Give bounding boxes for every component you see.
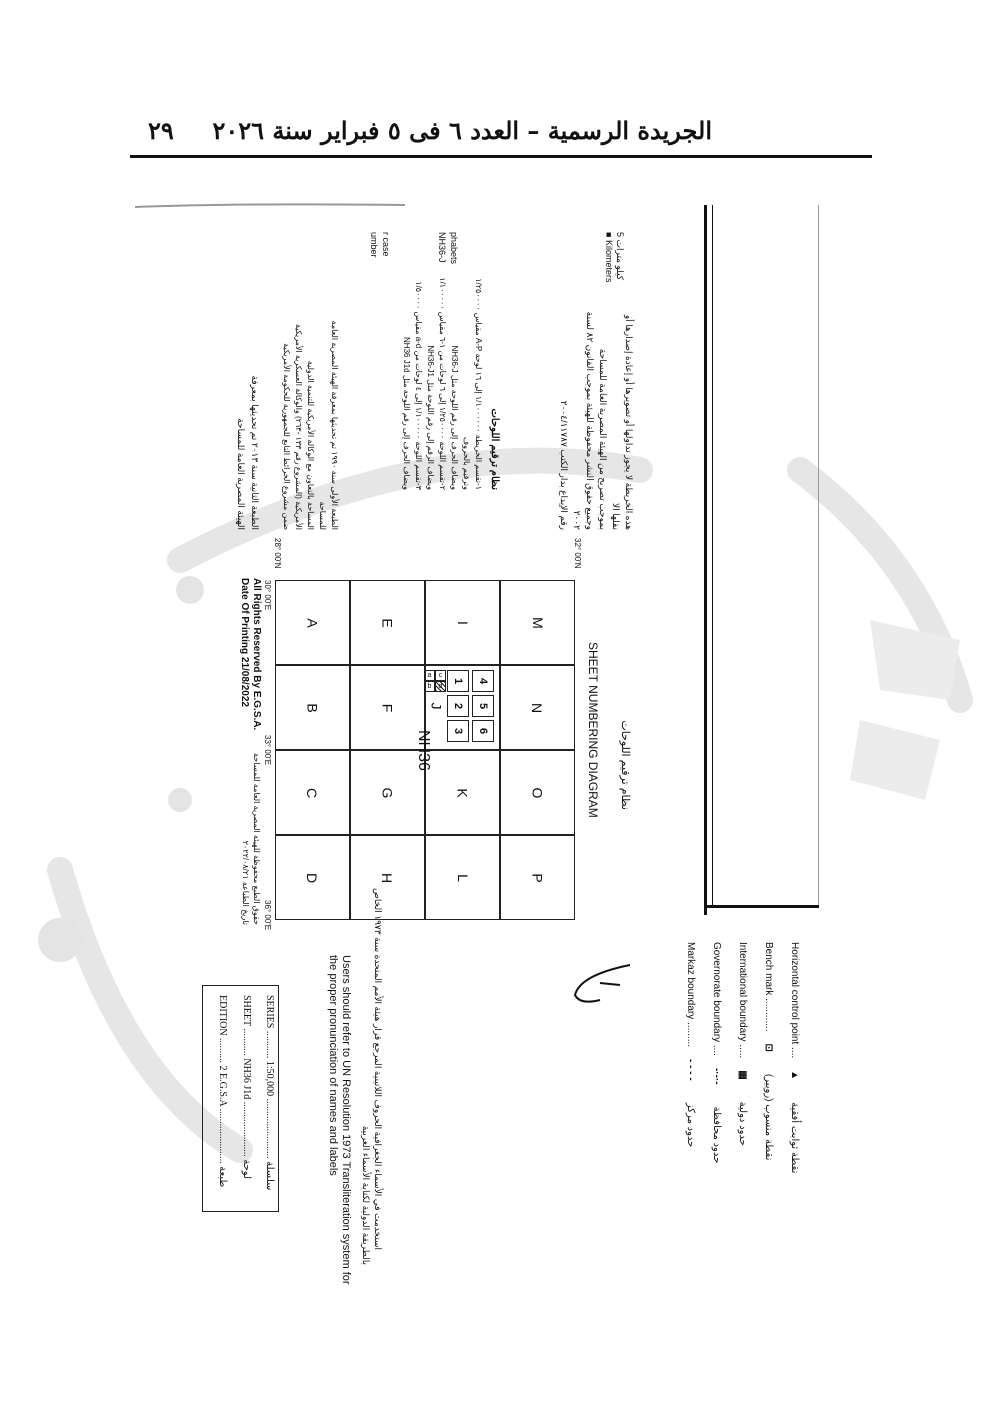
grid-cell-c <box>275 750 350 835</box>
edition-line-6: الهيئة المصرية العامة للمساحة <box>236 418 246 530</box>
map-frame-bottom <box>704 905 819 908</box>
handwritten-text <box>599 955 600 956</box>
edition-line-1: الطبعة الأولى سنة ١٩٩٠ تم تحديثها بمعرفة الهيئة المصرية العامة للمساحة <box>318 320 339 530</box>
translit-ar-line-1: استخدمت في الأسماء الجغرافية الحروف اللاتينية المرجع قرار هيئة الأمم المتحدة سنة ١٩٧٣ الخاص <box>373 888 383 1250</box>
sub-number-1: 1 <box>447 670 469 692</box>
grid-letter: H <box>379 872 396 883</box>
scale-bar <box>604 232 625 292</box>
grid-letter: C <box>304 787 321 798</box>
legend-item-4 <box>685 942 696 1147</box>
grid-letter: E <box>379 617 396 628</box>
grid-letter: M <box>529 616 546 629</box>
scale-square-icon: ■ <box>604 232 614 238</box>
grid-letter: G <box>379 787 396 798</box>
edition-line-5: الطبعة الثانية سنة ٢٠١٣ تم تحديثها بمعرفة <box>250 375 260 530</box>
grid-cell-a <box>275 580 350 665</box>
numbering-line-4: ويضاف الرقم إلى رقم اللوحة مثل NH36-J1 <box>426 345 435 490</box>
numbering-line-5: ٣-تقسم اللوحة ١/١٠٠٠٠٠ إلى ٤ لوحات من a-d مقياس ١/٥٠٠٠٠ <box>414 281 423 490</box>
legend-label-en: Bench mark ............ <box>763 942 774 1032</box>
translit-en-line-1: Users should refer to UN Resolution 1973 Transliteration system for <box>340 955 352 1285</box>
grid-letter-j: J <box>428 702 445 710</box>
info-edition-en: EDITION .......... 2 E.G.S.A ...................... <box>217 995 228 1164</box>
grid-letter: B <box>304 702 321 713</box>
sub-number-4: 4 <box>472 670 494 692</box>
sub-letter-b: b <box>424 681 435 692</box>
info-sheet-en: SHEET ........... NH36 J1d ...................... <box>241 995 252 1157</box>
page-title: الجريدة الرسمية – العدد ٦ فى ٥ فبراير سنة ٢٠٢٦ <box>212 116 712 145</box>
grid-letter: K <box>454 787 471 798</box>
lat-top-label <box>573 538 582 569</box>
translit-en-line-2: the proper pronunciation of names and labels <box>327 955 339 1176</box>
legend-item-1 <box>763 942 774 1160</box>
legend-symbol-icon: - - - - <box>685 1059 696 1081</box>
sub-letter-c: c <box>435 670 446 681</box>
rights-block <box>238 578 262 731</box>
info-edition <box>217 995 228 1187</box>
lon-right-text: 36° 00'E <box>263 900 272 931</box>
fragment-number: umber <box>369 232 379 258</box>
diagram-title-en <box>586 642 600 862</box>
legend-label-ar: حدود دولية <box>737 1101 748 1146</box>
grid-cell-e <box>350 580 425 665</box>
legend-symbol-icon: ⊡ <box>763 1043 774 1052</box>
scan-edge <box>135 195 415 215</box>
numbering-title: نظام ترقيم اللوحات <box>489 408 500 490</box>
translit-ar-line-2: بالطريقة الدولية لكتابة الأسماء العربية <box>361 1125 371 1265</box>
copyright-line-1: هذه الخريطة لا يجوز تداولها أو تصويرها أو إعادة إصدارها أو نقلها الا <box>611 314 634 530</box>
legend-label-en: International boundary ..... <box>737 942 748 1059</box>
lat-bottom-label <box>273 538 282 569</box>
page-header <box>130 110 872 154</box>
grid-cell-l <box>425 835 500 920</box>
grid-cell-b <box>275 665 350 750</box>
sub-grid <box>422 665 497 745</box>
copyright-block <box>557 300 635 530</box>
legend-label-ar: نقطة منسوب (روبير) <box>763 1073 774 1161</box>
diagram-title-ar <box>619 690 632 810</box>
lat-bottom-text: 28° 00'N <box>273 538 282 569</box>
grid-letter: N <box>529 702 546 713</box>
numbering-line-3: ٢-تقسم اللوحة ١/٢٥٠٠٠٠ إلى ٦ لوحات من ١-٦ مقياس ١/١٠٠٠٠٠ <box>438 277 447 490</box>
sheet-numbering-text <box>400 260 500 490</box>
sub-number-3: 3 <box>447 720 469 742</box>
grid-letter: I <box>454 620 471 625</box>
grid-cell-k <box>425 750 500 835</box>
lon-mid-label <box>263 735 272 765</box>
copyright-line-3: وجميع حقوق النشر محفوظة للهيئة بموجب القانون ٨٢ لسنة ٢٠٠٢ <box>572 311 595 530</box>
handwritten-number <box>599 955 600 956</box>
lon-left-text: 30° 00'E <box>263 580 272 611</box>
header-rule <box>130 155 872 158</box>
fragment-alphabets: phabets <box>449 232 459 265</box>
numbering-line-2: ويضاف الحرف إلى رقم اللوحة مثل NH36-J <box>450 345 459 490</box>
legend-item-3 <box>711 942 722 1163</box>
legend-item-0 <box>789 942 800 1173</box>
info-edition-ar: طبعة <box>217 1166 228 1188</box>
left-fragments-2 <box>368 232 392 302</box>
transliteration-en <box>326 955 352 1285</box>
rights-ar-line-1: حقوق الطبع محفوظة للهيئة المصرية العامة للمساحة <box>252 753 261 925</box>
sub-letter-a: a <box>424 670 435 681</box>
scale-label-ar: كيلو مترات <box>615 239 625 281</box>
legend-label-ar: حدود مركز <box>685 1102 696 1148</box>
grid-letter: P <box>529 872 546 883</box>
grid-cell-o <box>500 750 575 835</box>
handwritten-mark <box>560 955 640 1015</box>
grid-letter: O <box>529 787 546 798</box>
map-frame-top <box>704 205 707 915</box>
edition-line-4: ضمن مشروع الخرائط التابع للجمهورية للحكومة الأمريكية <box>282 343 291 530</box>
info-series <box>264 995 275 1190</box>
copyright-line-4: رقم الإيداع بدار الكتب ٢٠٠٤/١١٧٨٧ <box>559 400 569 530</box>
edition-line-3: الأمريكية (المشروع رقم ١٣٣ -٢٦٣) والوكالة العسكرية الأمريكية <box>294 323 303 530</box>
scale-label-en: Kilometers <box>604 239 614 283</box>
edition-text <box>280 300 340 530</box>
numbering-line-6: ويضاف الحرف إلى رقم اللوحة مثل NH36 J1d <box>402 337 411 490</box>
legend-label-en: Governorate boundary .... <box>711 942 722 1056</box>
legend-item-2 <box>737 942 748 1146</box>
grid-cell-n <box>500 665 575 750</box>
legend-label-ar: نقطة ثوابت أفقية <box>789 1102 800 1174</box>
numbering-line-1: ١-تقسم الخريطة ١/١٠٠٠٠٠٠ إلى ١٦ لوحة A-P مقياس ١/٢٥٠٠٠٠ وترقيم بالحروف <box>462 278 483 490</box>
legend-label-ar: حدود محافظة <box>711 1106 722 1164</box>
rights-ar-line-2: تاريخ الطباعة ٢٠٢٢/٠٨/٢١ <box>241 840 250 925</box>
map-frame-edge <box>818 205 819 905</box>
legend-label-en: Horizontal control point .... <box>789 942 800 1059</box>
sub-letter-d: d <box>435 681 446 692</box>
legend-symbol-icon: -·-·- <box>711 1067 722 1085</box>
sub-number-5: 5 <box>472 695 494 717</box>
edition-line-2: المساحة بالتعاون مع الوكالة الأمريكية للتنمية الدولية <box>306 360 315 530</box>
info-series-ar: سلسلة <box>264 1161 275 1191</box>
grid-cell-m <box>500 580 575 665</box>
legend-symbol-icon: ▦ <box>737 1070 748 1080</box>
grid-cell-p <box>500 835 575 920</box>
legend-symbol-icon: ▲ <box>789 1070 800 1081</box>
sub-number-6: 6 <box>472 720 494 742</box>
info-series-en: SERIES ........... 1:50,000 ........................ <box>264 995 275 1159</box>
legend-label-en: Markaz boundary ......... <box>685 942 696 1048</box>
rights-line-1: All Rights Reserved By E.G.S.A. <box>251 578 262 731</box>
main-sheet-text: NH36 <box>415 730 432 771</box>
grid-letter: F <box>379 703 396 712</box>
grid-letter: D <box>304 872 321 883</box>
info-sheet <box>241 995 252 1179</box>
grid-letter: L <box>454 873 471 882</box>
copyright-line-2: بموجب تصريح من الهيئة المصرية العامة للمساحة <box>598 348 608 530</box>
transliteration-ar-2 <box>360 1125 372 1265</box>
rights-ar-block <box>240 753 262 925</box>
info-sheet-ar: لوحة <box>241 1159 252 1180</box>
grid-cell-d <box>275 835 350 920</box>
page-number: ٢٩ <box>148 116 174 145</box>
grid-letter: A <box>304 617 321 628</box>
grid-cell-i <box>425 580 500 665</box>
diagram-title-ar-text: نظام ترقيم اللوحات <box>619 720 631 810</box>
fragment-case: r case <box>381 232 391 257</box>
fragment-sheet: NH36-J <box>437 232 447 263</box>
lon-left-label <box>263 580 272 610</box>
edition-second <box>234 330 262 530</box>
grid-cell-h <box>350 835 425 920</box>
map-frame-inner <box>712 205 713 905</box>
scale-value: 5 <box>615 232 625 238</box>
sub-number-2: 2 <box>447 695 469 717</box>
rights-line-2: Date Of Printing 21/08/2022 <box>239 578 250 707</box>
lon-right-label <box>263 900 272 930</box>
transliteration-ar <box>372 888 384 1250</box>
lon-mid-text: 33° 00'E <box>263 735 272 766</box>
lat-top-text: 32° 00'N <box>573 538 582 569</box>
diagram-title-en-text: SHEET NUMBERING DIAGRAM <box>586 642 600 818</box>
